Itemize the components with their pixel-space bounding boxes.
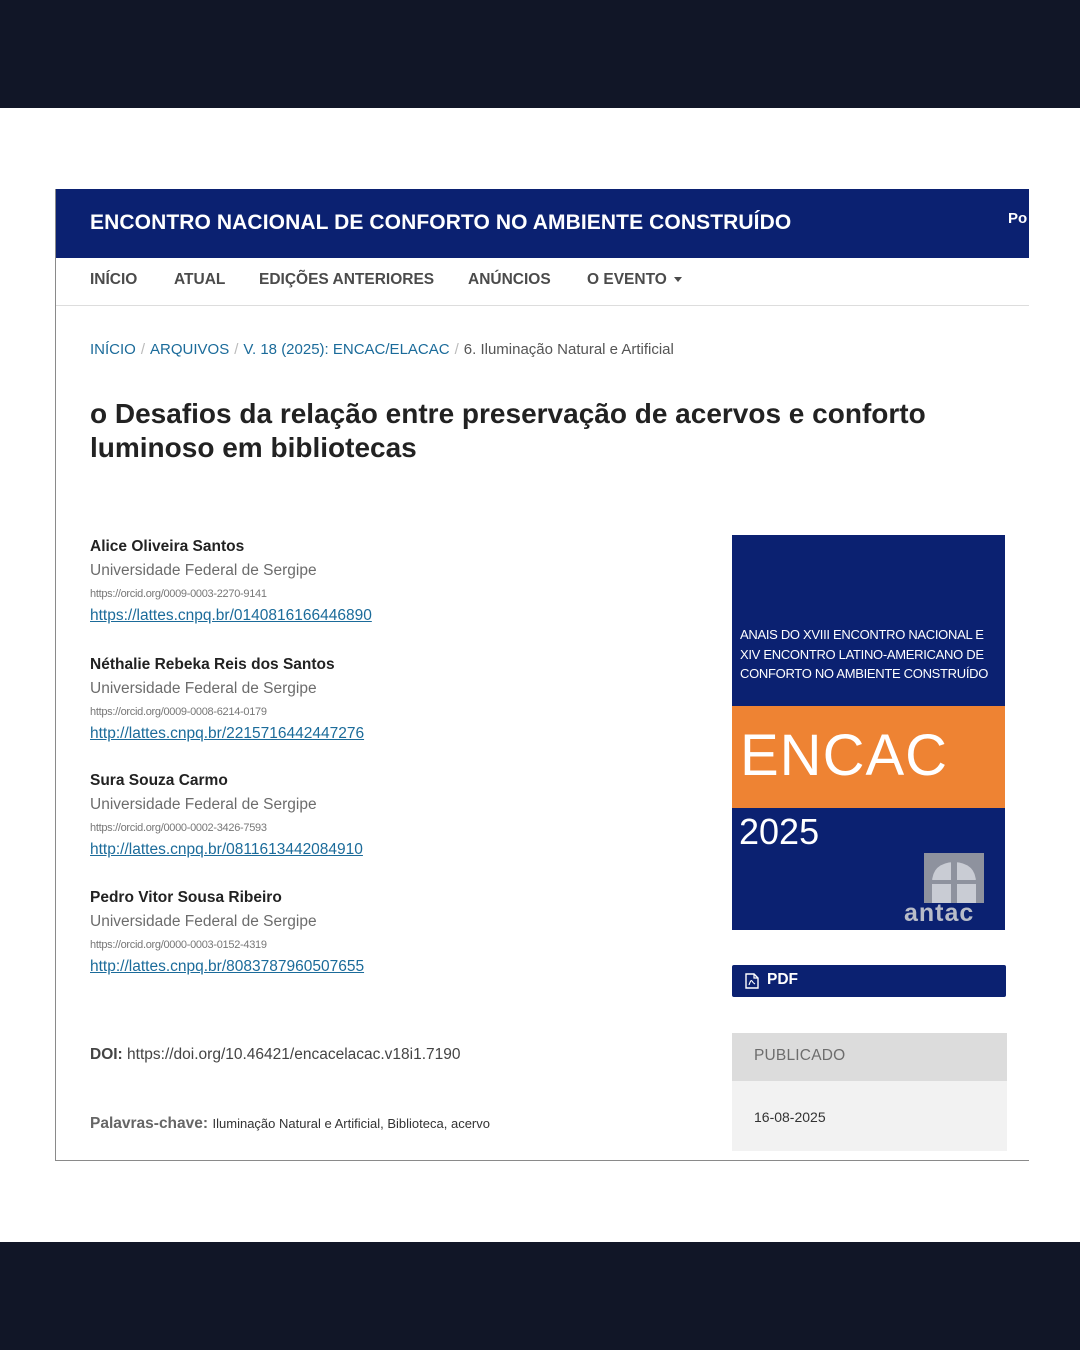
journal-page — [55, 189, 1029, 1161]
doi — [90, 1046, 461, 1064]
published-panel — [732, 1033, 1007, 1151]
author-item — [90, 537, 372, 626]
antac-logo-icon — [924, 853, 984, 903]
author-affiliation: Universidade Federal de Sergipe — [90, 796, 317, 813]
author-affiliation: Universidade Federal de Sergipe — [90, 680, 317, 697]
keywords — [90, 1115, 490, 1133]
chevron-down-icon — [674, 277, 682, 282]
breadcrumb-separator: / — [140, 341, 146, 358]
keywords-label: Palavras-chave: — [90, 1115, 209, 1132]
author-name: Néthalie Rebeka Reis dos Santos — [90, 656, 335, 673]
issue-cover[interactable] — [732, 535, 1005, 930]
author-affiliation: Universidade Federal de Sergipe — [90, 913, 317, 930]
author-item — [90, 888, 364, 977]
cover-brand: ENCAC — [740, 723, 949, 788]
cover-logo-text: antac — [904, 899, 975, 927]
breadcrumb-arquivos[interactable]: ARQUIVOS — [150, 341, 230, 358]
nav-item-inicio[interactable]: INÍCIO — [90, 271, 138, 288]
author-item — [90, 655, 364, 744]
author-orcid[interactable]: https://orcid.org/0009-0008-6214-0179 — [90, 706, 267, 718]
breadcrumb-inicio[interactable]: INÍCIO — [90, 341, 136, 358]
site-title[interactable]: ENCONTRO NACIONAL DE CONFORTO NO AMBIENTE CONSTRUÍDO — [90, 211, 792, 234]
keywords-values: Iluminação Natural e Artificial, Biblioteca, acervo — [212, 1116, 490, 1131]
nav-item-anuncios[interactable]: ANÚNCIOS — [468, 271, 551, 288]
nav-item-atual[interactable]: ATUAL — [174, 271, 226, 288]
doi-link[interactable]: https://doi.org/10.46421/encacelacac.v18i1.7190 — [127, 1046, 461, 1063]
nav-item-o-evento[interactable] — [587, 271, 682, 289]
breadcrumb-current: 6. Iluminação Natural e Artificial — [463, 341, 674, 358]
author-lattes-link[interactable]: http://lattes.cnpq.br/8083787960507655 — [90, 958, 365, 975]
author-orcid[interactable]: https://orcid.org/0009-0003-2270-9141 — [90, 588, 267, 600]
author-orcid[interactable]: https://orcid.org/0000-0003-0152-4319 — [90, 939, 267, 951]
bottom-dark-band — [0, 1242, 1080, 1350]
author-affiliation: Universidade Federal de Sergipe — [90, 562, 317, 579]
page-title: o Desafios da relação entre preservação de acervos e conforto luminoso em bibliotecas — [90, 398, 926, 463]
breadcrumb-issue[interactable]: V. 18 (2025): ENCAC/ELACAC — [243, 341, 450, 358]
published-header — [732, 1033, 1007, 1081]
author-name: Alice Oliveira Santos — [90, 538, 245, 555]
author-item — [90, 771, 363, 860]
author-name: Sura Souza Carmo — [90, 772, 228, 789]
author-lattes-link[interactable]: http://lattes.cnpq.br/0811613442084910 — [90, 841, 363, 858]
breadcrumb-separator: / — [454, 341, 459, 358]
nav-item-o-evento-label: O EVENTO — [587, 271, 667, 288]
cover-text: ANAIS DO XVIII ENCONTRO NACIONAL E XIV ENCONTRO LATINO-AMERICANO DE CONFORTO NO AMBIENTE CONSTRUÍDO — [740, 627, 989, 681]
author-lattes-link[interactable]: https://lattes.cnpq.br/0140816166446890 — [90, 607, 372, 624]
cover-year: 2025 — [739, 811, 820, 852]
breadcrumb — [90, 341, 674, 358]
author-orcid[interactable]: https://orcid.org/0000-0002-3426-7593 — [90, 822, 267, 834]
header-user-link[interactable]: Po — [1008, 210, 1028, 227]
published-date: 16-08-2025 — [754, 1109, 826, 1125]
main-nav — [56, 258, 1029, 306]
top-dark-band — [0, 0, 1080, 108]
pdf-label: PDF — [767, 971, 798, 988]
author-lattes-link[interactable]: http://lattes.cnpq.br/2215716442447276 — [90, 725, 365, 742]
site-header — [56, 189, 1029, 258]
author-name: Pedro Vitor Sousa Ribeiro — [90, 889, 282, 906]
pdf-file-icon — [745, 973, 759, 989]
doi-label: DOI: — [90, 1046, 123, 1063]
pdf-download-button[interactable] — [732, 965, 1006, 997]
nav-item-edicoes-anteriores[interactable]: EDIÇÕES ANTERIORES — [259, 271, 435, 288]
breadcrumb-separator: / — [234, 341, 239, 358]
published-label: PUBLICADO — [754, 1047, 846, 1064]
